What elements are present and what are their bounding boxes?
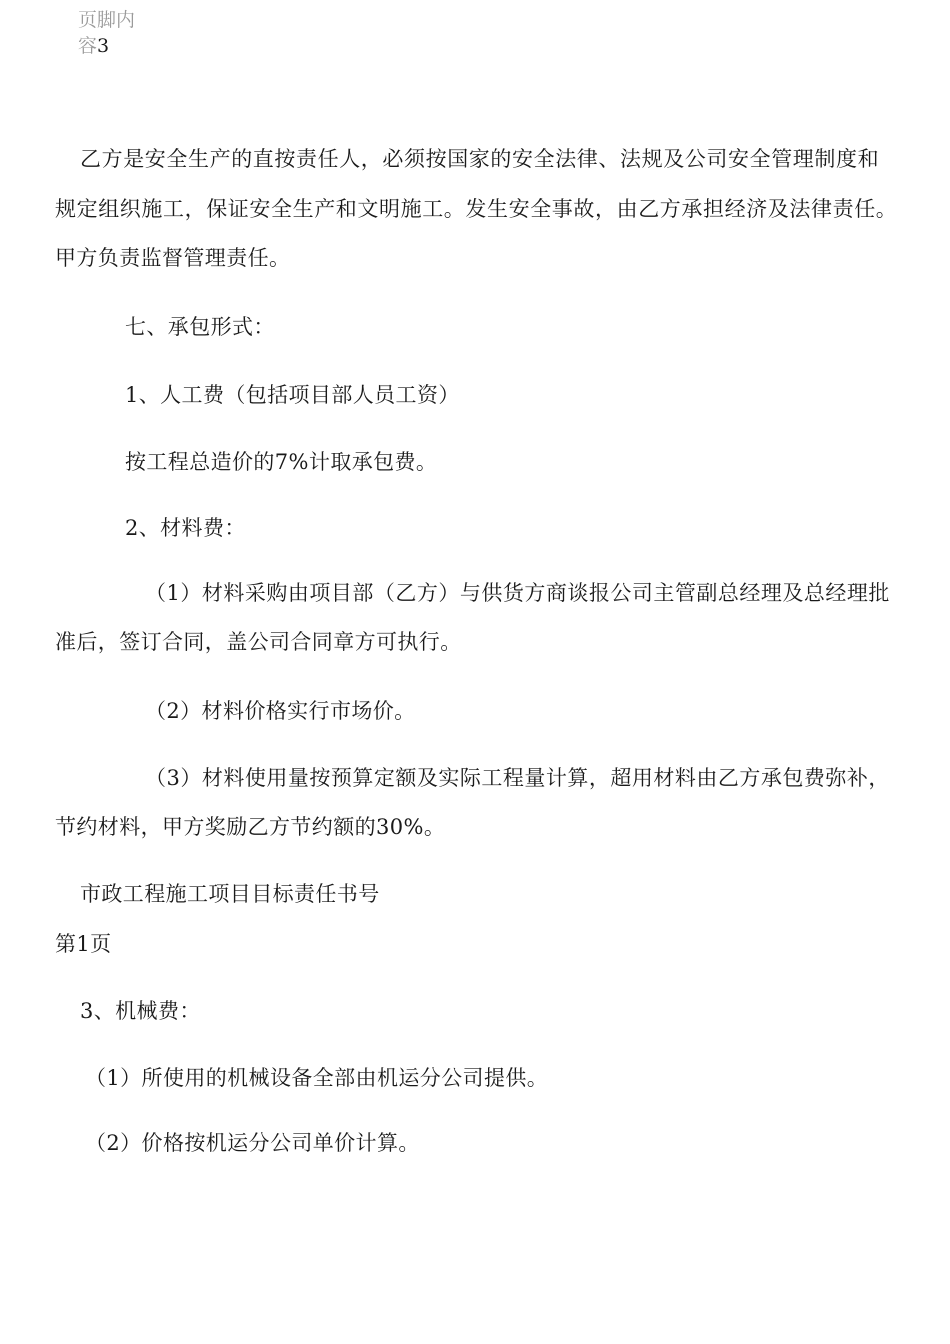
item-3-title: 3、机械费： [80,999,201,1023]
item-1-text: 按工程总造价的7%计取承包费。 [125,450,438,474]
section-heading: 七、承包形式： [125,315,275,339]
item-2-sub-3-line-2: 节约材料，甲方奖励乙方节约额的30%。 [55,815,446,839]
item-2-sub-1-line-2: 准后，签订合同，盖公司合同章方可执行。 [55,630,462,654]
item-2-sub-2: （2）材料价格实行市场价。 [145,699,416,723]
item-2-sub-3-line-1: （3）材料使用量按预算定额及实际工程量计算，超用材料由乙方承包费弥补， [145,766,890,790]
header-prefix: 容 [78,35,98,57]
safety-paragraph-line-3: 甲方负责监督管理责任。 [55,246,291,270]
item-1-title: 1、人工费（包括项目部人员工资） [125,383,460,407]
safety-paragraph-line-1: 乙方是安全生产的直按责任人，必须按国家的安全法律、法规及公司安全管理制度和 [80,147,880,171]
item-2-sub-1-line-1: （1）材料采购由项目部（乙方）与供货方商谈报公司主管副总经理及总经理批 [145,581,890,605]
document-title: 市政工程施工项目目标责任书号 [80,882,380,906]
safety-paragraph-line-2: 规定组织施工，保证安全生产和文明施工。发生安全事故，由乙方承担经济及法律责任。 [55,197,898,221]
header-line-1: 页脚内 [78,9,136,31]
item-3-sub-2: （2）价格按机运分公司单价计算。 [85,1131,420,1155]
header-page-number: 3 [97,35,110,57]
item-3-sub-1: （1）所使用的机械设备全部由机运分公司提供。 [85,1066,549,1090]
page-label: 第1页 [55,932,112,956]
item-2-title: 2、材料费： [125,516,246,540]
header-line-2 [78,34,109,58]
